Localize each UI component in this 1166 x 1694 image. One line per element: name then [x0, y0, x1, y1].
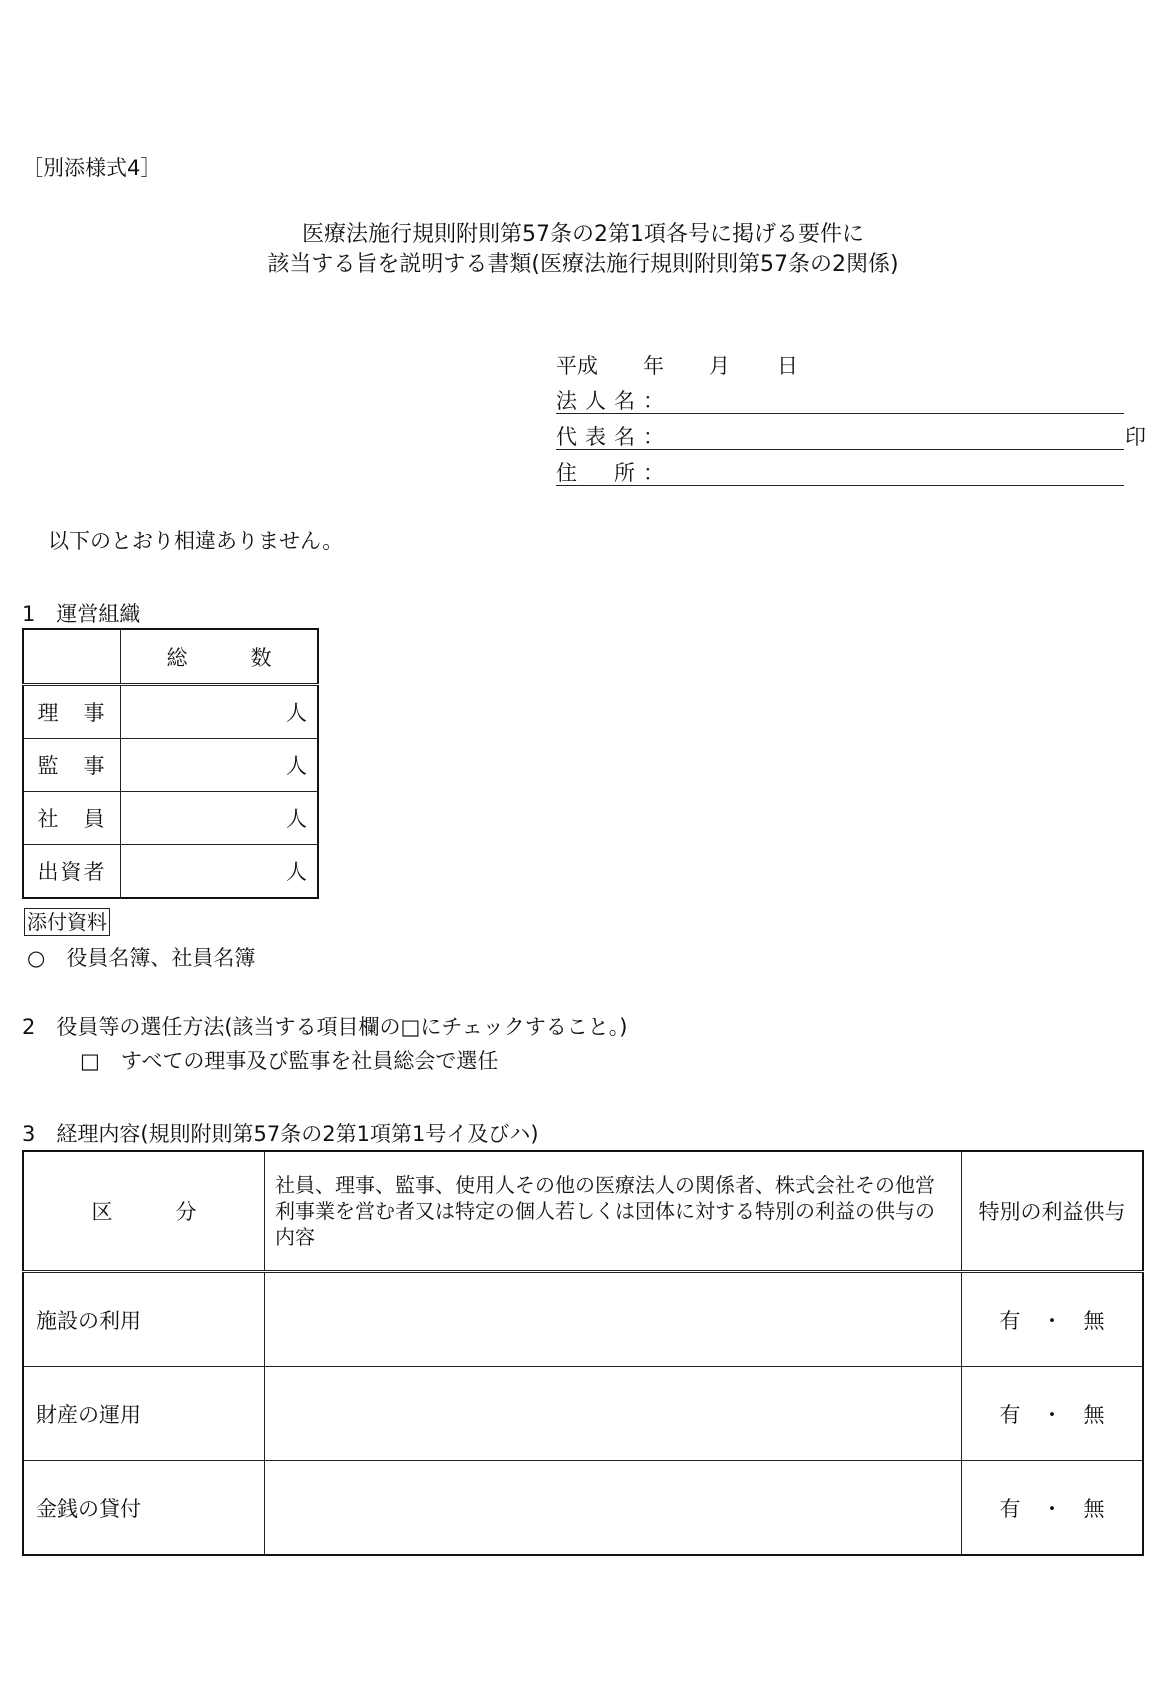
acct-row-category: 施設の利用	[23, 1272, 265, 1367]
acct-row-options[interactable]: 有 ・ 無	[962, 1272, 1144, 1367]
acct-row-content[interactable]	[265, 1367, 962, 1461]
section2-heading: 2 役員等の選任方法(該当する項目欄の□にチェックすること。)	[22, 1015, 628, 1039]
table-row	[23, 739, 318, 792]
accounting-table	[22, 1150, 1144, 1556]
acct-row-category: 金銭の貸付	[23, 1461, 265, 1556]
document-title-line1: 医療法施行規則附則第57条の2第1項各号に掲げる要件に	[302, 222, 864, 247]
representative-underline[interactable]	[556, 449, 1124, 450]
org-row-count[interactable]: 人	[121, 845, 319, 899]
acct-row-options[interactable]: 有 ・ 無	[962, 1461, 1144, 1556]
acct-header-content: 社員、理事、監事、使用人その他の医療法人の関係者、株式会社その他営利事業を営む者又は特定の個人若しくは団体に対する特別の利益の供与の内容	[265, 1151, 962, 1272]
address-underline[interactable]	[556, 485, 1124, 486]
org-row-label: 理 事	[23, 685, 121, 739]
acct-row-content[interactable]	[265, 1272, 962, 1367]
org-row-label: 社 員	[23, 792, 121, 845]
org-row-count[interactable]: 人	[121, 739, 319, 792]
org-row-label: 監 事	[23, 739, 121, 792]
org-row-count[interactable]: 人	[121, 792, 319, 845]
organization-table	[22, 628, 319, 899]
corp-name-underline[interactable]	[556, 413, 1124, 414]
org-header-total: 総 数	[121, 629, 319, 685]
table-row	[23, 685, 318, 739]
seal-mark: 印	[1125, 425, 1146, 449]
corp-name-label: 法人名：	[556, 389, 672, 413]
acct-row-content[interactable]	[265, 1461, 962, 1556]
acct-row-options[interactable]: 有 ・ 無	[962, 1367, 1144, 1461]
org-row-count[interactable]: 人	[121, 685, 319, 739]
acct-header-benefit: 特別の利益供与	[962, 1151, 1144, 1272]
table-row	[23, 792, 318, 845]
acct-row-category: 財産の運用	[23, 1367, 265, 1461]
date-day: 日	[777, 354, 798, 378]
org-header-blank	[23, 629, 121, 685]
org-row-label: 出資者	[23, 845, 121, 899]
table-row	[23, 1272, 1143, 1367]
table-row	[23, 1461, 1143, 1556]
section3-heading: 3 経理内容(規則附則第57条の2第1項第1号イ及びハ)	[22, 1122, 539, 1146]
address-label: 住 所：	[556, 461, 672, 485]
form-id: ［別添様式4］	[22, 156, 162, 180]
election-checkbox-option[interactable]: □ すべての理事及び監事を社員総会で選任	[80, 1049, 499, 1073]
attachment-item: ○ 役員名簿、社員名簿	[27, 946, 256, 970]
date-era: 平成	[556, 354, 598, 378]
date-year: 年	[643, 354, 664, 378]
acct-header-category: 区 分	[23, 1151, 265, 1272]
section1-heading: 1 運営組織	[22, 602, 141, 626]
representative-label: 代表名：	[556, 425, 672, 449]
table-row	[23, 1367, 1143, 1461]
date-month: 月	[709, 354, 730, 378]
table-row	[23, 845, 318, 899]
statement-text: 以下のとおり相違ありません。	[48, 529, 344, 553]
attachment-label: 添付資料	[24, 908, 110, 936]
document-title-line2: 該当する旨を説明する書類(医療法施行規則附則第57条の2関係)	[267, 252, 899, 277]
